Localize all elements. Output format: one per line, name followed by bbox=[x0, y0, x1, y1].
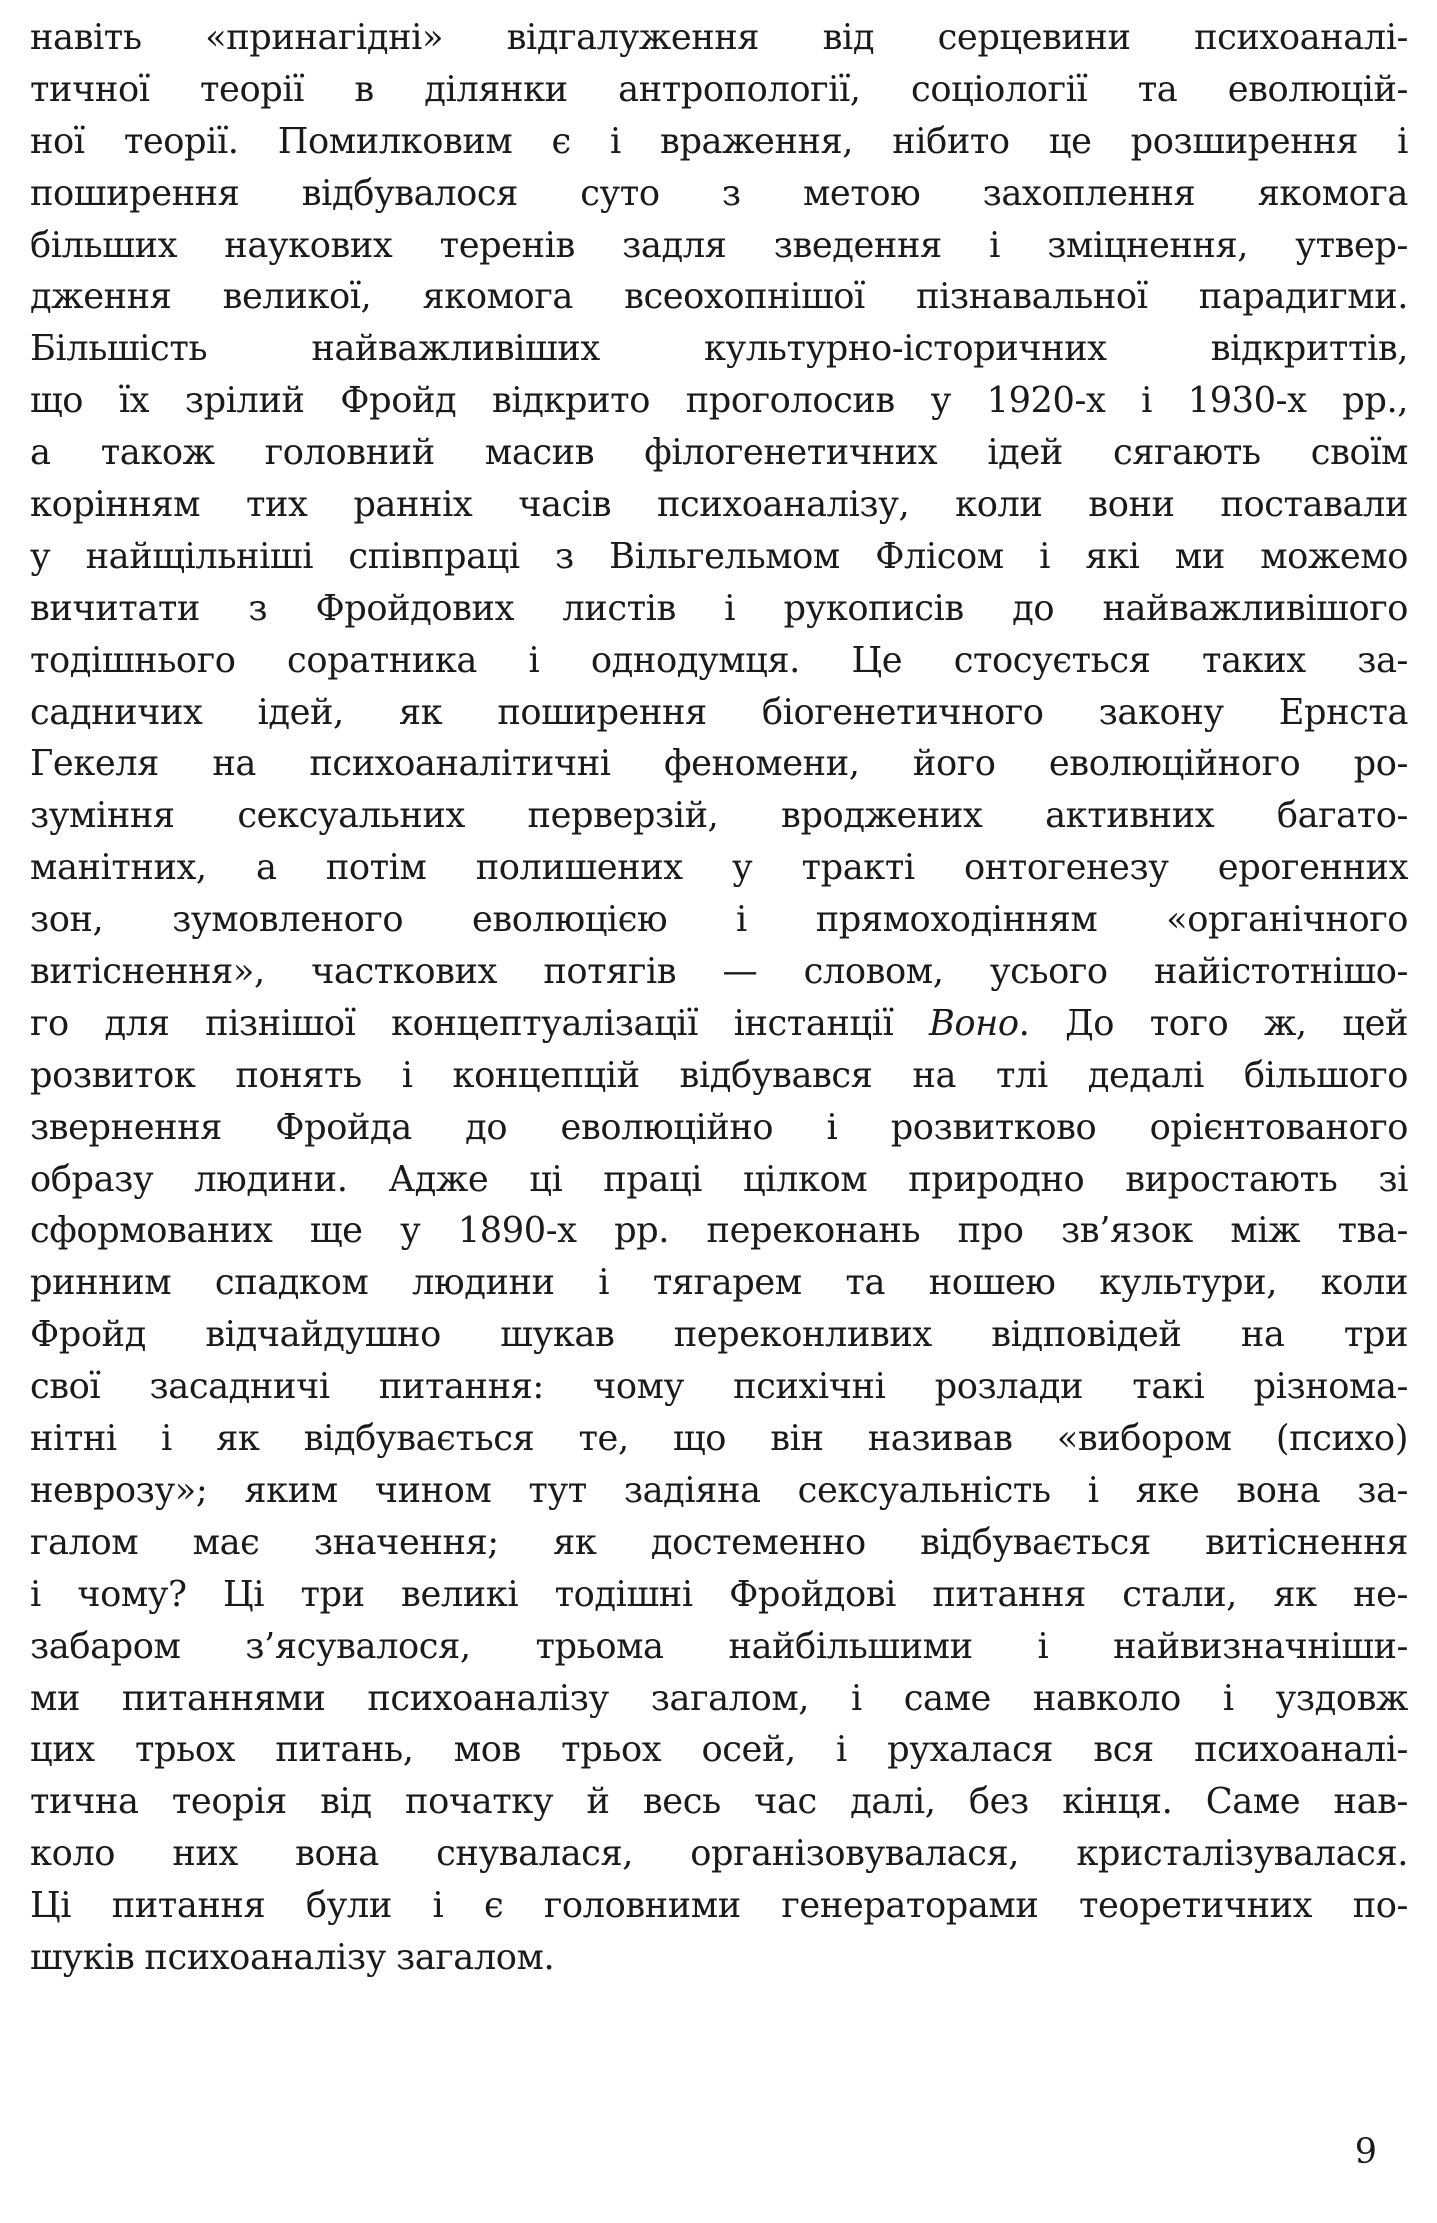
text-line: звернення Фройда до еволюційно і розвитково орієнтованого bbox=[30, 1106, 1408, 1148]
text-line: забаром з’ясувалося, трьома найбільшими і найвизначніши- bbox=[30, 1625, 1408, 1667]
text-line: галом має значення; як достеменно відбувається витіснення bbox=[30, 1521, 1408, 1563]
text-line: Ці питання були і є головними генераторами теоретичних по- bbox=[30, 1885, 1408, 1927]
text-line: свої засадничі питання: чому психічні розлади такі різнома- bbox=[30, 1366, 1408, 1408]
text-line-with-italic bbox=[30, 998, 1408, 1050]
text-line: більших наукових теренів задля зведення і зміцнення, утвер- bbox=[30, 224, 1408, 266]
text-line: поширення відбувалося суто з метою захоплення якомога bbox=[30, 172, 1408, 214]
text-line: зон, зумовленого еволюцією і прямоходінням «органічного bbox=[30, 899, 1408, 941]
text-line: а також головний масив філогенетичних ідей сягають своїм bbox=[30, 432, 1408, 474]
text-line: ної теорії. Помилковим є і враження, нібито це розширення і bbox=[30, 120, 1408, 162]
text-line: цих трьох питань, мов трьох осей, і рухалася вся психоаналі- bbox=[30, 1729, 1408, 1771]
text-line: нітні і як відбувається те, що він називав «вибором (психо) bbox=[30, 1418, 1408, 1460]
text-line: вичитати з Фройдових листів і рукописів до найважливішого bbox=[30, 587, 1408, 629]
text-line: Гекеля на психоаналітичні феномени, його еволюційного ро- bbox=[30, 743, 1408, 785]
text-line: що їх зрілий Фройд відкрито проголосив у 1920-х і 1930-х рр., bbox=[30, 380, 1408, 422]
text-line: тодішнього соратника і однодумця. Це стосується таких за- bbox=[30, 639, 1408, 681]
text-line: неврозу»; яким чином тут задіяна сексуальність і яке вона за- bbox=[30, 1469, 1408, 1511]
text-segment: . До того ж, цей bbox=[1018, 1002, 1408, 1044]
text-line: розвиток понять і концепцій відбувався на тлі дедалі більшого bbox=[30, 1054, 1408, 1096]
text-line: садничих ідей, як поширення біогенетичного закону Ернста bbox=[30, 691, 1408, 733]
text-line: у найщільніші співпраці з Вільгельмом Флісом і які ми можемо bbox=[30, 535, 1408, 577]
text-line: ринним спадком людини і тягарем та ношею культури, коли bbox=[30, 1262, 1408, 1304]
text-line: тична теорія від початку й весь час далі, без кінця. Саме нав- bbox=[30, 1781, 1408, 1823]
text-line: шуків психоаналізу загалом. bbox=[30, 1936, 555, 1978]
text-line: зуміння сексуальних перверзій, вроджених активних багато- bbox=[30, 795, 1408, 837]
text-segment: го для пізнішої концептуалізації інстанції bbox=[30, 1002, 929, 1044]
text-line: тичної теорії в ділянки антропології, соціології та еволюцій- bbox=[30, 68, 1408, 110]
text-line: ми питаннями психоаналізу загалом, і саме навколо і уздовж bbox=[30, 1677, 1408, 1719]
text-line: манітних, а потім полишених у тракті онтогенезу ерогенних bbox=[30, 847, 1408, 889]
text-line: корінням тих ранніх часів психоаналізу, коли вони поставали bbox=[30, 484, 1408, 526]
text-line: Більшість найважливіших культурно-історичних відкриттів, bbox=[30, 328, 1408, 370]
text-line: образу людини. Адже ці праці цілком природно виростають зі bbox=[30, 1158, 1408, 1200]
text-line: дження великої, якомога всеохопнішої пізнавальної парадигми. bbox=[30, 276, 1408, 318]
text-line: і чому? Ці три великі тодішні Фройдові питання стали, як не- bbox=[30, 1573, 1408, 1615]
text-line: витіснення», часткових потягів — словом, усього найістотнішо- bbox=[30, 951, 1408, 993]
text-line: навіть «принагідні» відгалуження від серцевини психоаналі- bbox=[30, 17, 1408, 58]
text-line: Фройд відчайдушно шукав переконливих відповідей на три bbox=[30, 1314, 1408, 1356]
text-line: сформованих ще у 1890-х рр. переконань про зв’язок між тва- bbox=[30, 1210, 1408, 1252]
italic-term: Воно bbox=[928, 1002, 1019, 1044]
page-number: 9 bbox=[1354, 2132, 1377, 2172]
text-line: коло них вона снувалася, організовувалася, кристалізувалася. bbox=[30, 1833, 1408, 1875]
body-text bbox=[30, 12, 1408, 1984]
